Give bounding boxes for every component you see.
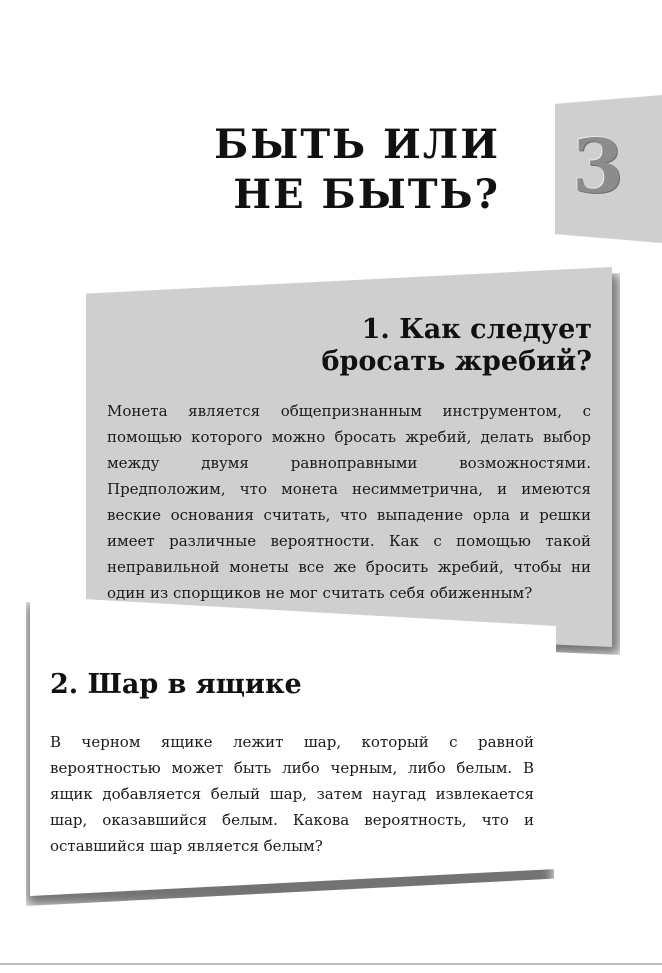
problem-1-title-line-2: бросать жребий? — [321, 346, 592, 377]
chapter-title-line-1: БЫТЬ ИЛИ — [214, 121, 500, 168]
problem-2-title: 2. Шар в ящике — [50, 669, 302, 700]
problem-2-text: В черном ящике лежит шар, который с равной вероятностью может быть либо черным, либо белым. В ящик добавляется белый шар, затем наугад извлекается шар, оказавшийся белым. Какова вероятность, что и оставшийся шар является белым? — [50, 733, 534, 855]
problem-1-title-line-1: 1. Как следует — [361, 314, 592, 345]
chapter-number: 3 — [572, 124, 624, 210]
page-bottom-rule — [0, 963, 662, 965]
problem-1-text: Монета является общепризнанным инструментом, с помощью которого можно бросать жребий, делать выбор между двумя равноправными возможностями. Предположим, что монета несимметрична, и имеются веские основания считать, что выпадение орла и решки имеет различные вероятности. Как с помощью такой неправильной монеты все же бросить жребий, чтобы ни один из спорщиков не мог считать себя обиженным? — [107, 402, 591, 602]
chapter-title — [180, 120, 500, 220]
problem-1-title — [300, 314, 592, 378]
chapter-title-line-2: НЕ БЫТЬ? — [233, 171, 500, 218]
